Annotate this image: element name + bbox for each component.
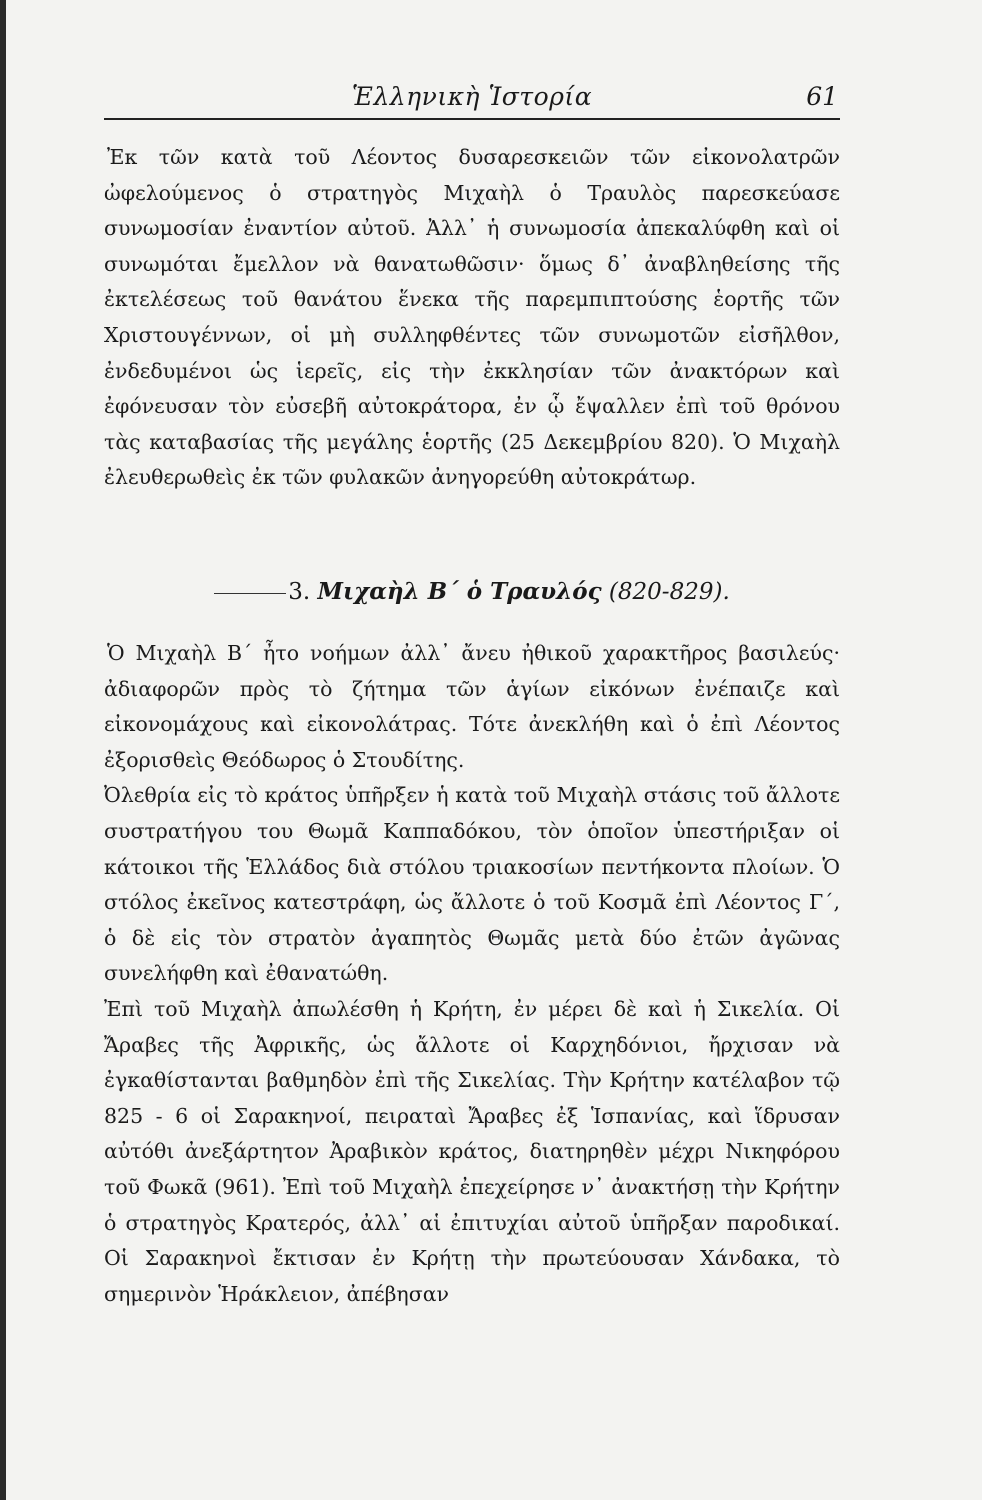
running-head: [104, 78, 840, 120]
paragraph-thomas-revolt: Ὀλεθρία εἰς τὸ κράτος ὑπῆρξεν ἡ κατὰ τοῦ Μιχαὴλ στάσις τοῦ ἄλλοτε συστρατήγου του Θωμᾶ Καππαδόκου, τὸν ὁποῖον ὑπεστήριξαν οἱ κάτοικοι τῆς Ἑλλάδος διὰ στόλου τριακοσίων πεντήκοντα πλοίων. Ὁ στόλος ἐκεῖνος κατεστράφη, ὡς ἄλλοτε ὁ τοῦ Κοσμᾶ ἐπὶ Λέοντος Γ΄, ὁ δὲ εἰς τὸν στρατὸν ἀγαπητὸς Θωμᾶς μετὰ δύο ἐτῶν ἀγῶνας συνελήφθη καὶ ἐθανατώθη.: [104, 783, 840, 986]
body-text: [104, 140, 840, 1306]
section-dates: (820-829).: [608, 579, 730, 605]
section-rule: [214, 593, 286, 594]
section-heading: [104, 574, 840, 611]
section-title: Μιχαὴλ Β΄ ὁ Τραυλός: [317, 578, 602, 605]
page-binding-edge: [0, 0, 6, 1500]
paragraph-michael-character: Ὁ Μιχαὴλ Β΄ ἦτο νοήμων ἀλλ᾽ ἄνευ ἠθικοῦ χαρακτῆρος βασιλεύς· ἀδιαφορῶν πρὸς τὸ ζήτημα τῶν ἁγίων εἰκόνων ἐνέπαιζε καὶ εἰκονομάχους καὶ εἰκονολάτρας. Τότε ἀνεκλήθη καὶ ὁ ἐπὶ Λέοντος ἐξορισθεὶς Θεόδωρος ὁ Στουδίτης.: [104, 641, 840, 772]
paragraph-crete-sicily: Ἐπὶ τοῦ Μιχαὴλ ἀπωλέσθη ἡ Κρήτη, ἐν μέρει δὲ καὶ ἡ Σικελία. Οἱ Ἄραβες τῆς Ἀφρικῆς, ὡς ἄλλοτε οἱ Καρχηδόνιοι, ἤρχισαν νὰ ἐγκαθίστανται βαθμηδὸν ἐπὶ τῆς Σικελίας. Τὴν Κρήτην κατέλαβον τῷ 825 - 6 οἱ Σαρακηνοί, πειραταὶ Ἄραβες ἐξ Ἱσπανίας, καὶ ἵδρυσαν αὐτόθι ἀνεξάρτητον Ἀραβικὸν κράτος, διατηρηθὲν μέχρι Νικηφόρου τοῦ Φωκᾶ (961). Ἐπὶ τοῦ Μιχαὴλ ἐπεχείρησε ν᾽ ἀνακτήσῃ τὴν Κρήτην ὁ στρατηγὸς Κρατερός, ἀλλ᾽ αἱ ἐπιτυχίαι αὐτοῦ ὑπῆρξαν παροδικαί. Οἱ Σαρακηνοὶ ἔκτισαν ἐν Κρήτῃ τὴν πρωτεύουσαν Χάνδακα, τὸ σημερινὸν Ἡράκλειον, ἀπέβησαν: [104, 996, 840, 1306]
page-number: 61: [806, 82, 838, 111]
section-number: 3.: [288, 579, 311, 605]
section-body: [104, 636, 840, 1312]
paragraph-intro: Ἐκ τῶν κατὰ τοῦ Λέοντος δυσαρεσκειῶν τῶν εἰκονολατρῶν ὠφελούμενος ὁ στρατηγὸς Μιχαὴλ ὁ Τραυλὸς παρεσκεύασε συνωμοσίαν ἐναντίον αὐτοῦ. Ἀλλ᾽ ἡ συνωμοσία ἀπεκαλύφθη καὶ οἱ συνωμόται ἔμελλον νὰ θανατωθῶσιν· ὅμως δ᾽ ἀναβληθείσης τῆς ἐκτελέσεως τοῦ θανάτου ἕνεκα τῆς παρεμπιπτούσης ἑορτῆς τῶν Χριστουγέννων, οἱ μὴ συλληφθέντες τῶν συνωμοτῶν εἰσῆλθον, ἐνδεδυμένοι ὡς ἱερεῖς, εἰς τὴν ἐκκλησίαν τῶν ἀνακτόρων καὶ ἐφόνευσαν τὸν εὐσεβῆ αὐτοκράτορα, ἐν ᾧ ἔψαλλεν ἐπὶ τοῦ θρόνου τὰς καταβασίας τῆς μεγάλης ἑορτῆς (25 Δεκεμβρίου 820). Ὁ Μιχαὴλ ἐλευθερωθεὶς ἐκ τῶν φυλακῶν ἀνηγορεύθη αὐτοκράτωρ.: [104, 145, 840, 490]
running-title: Ἑλληνικὴ Ἱστορία: [351, 82, 593, 111]
